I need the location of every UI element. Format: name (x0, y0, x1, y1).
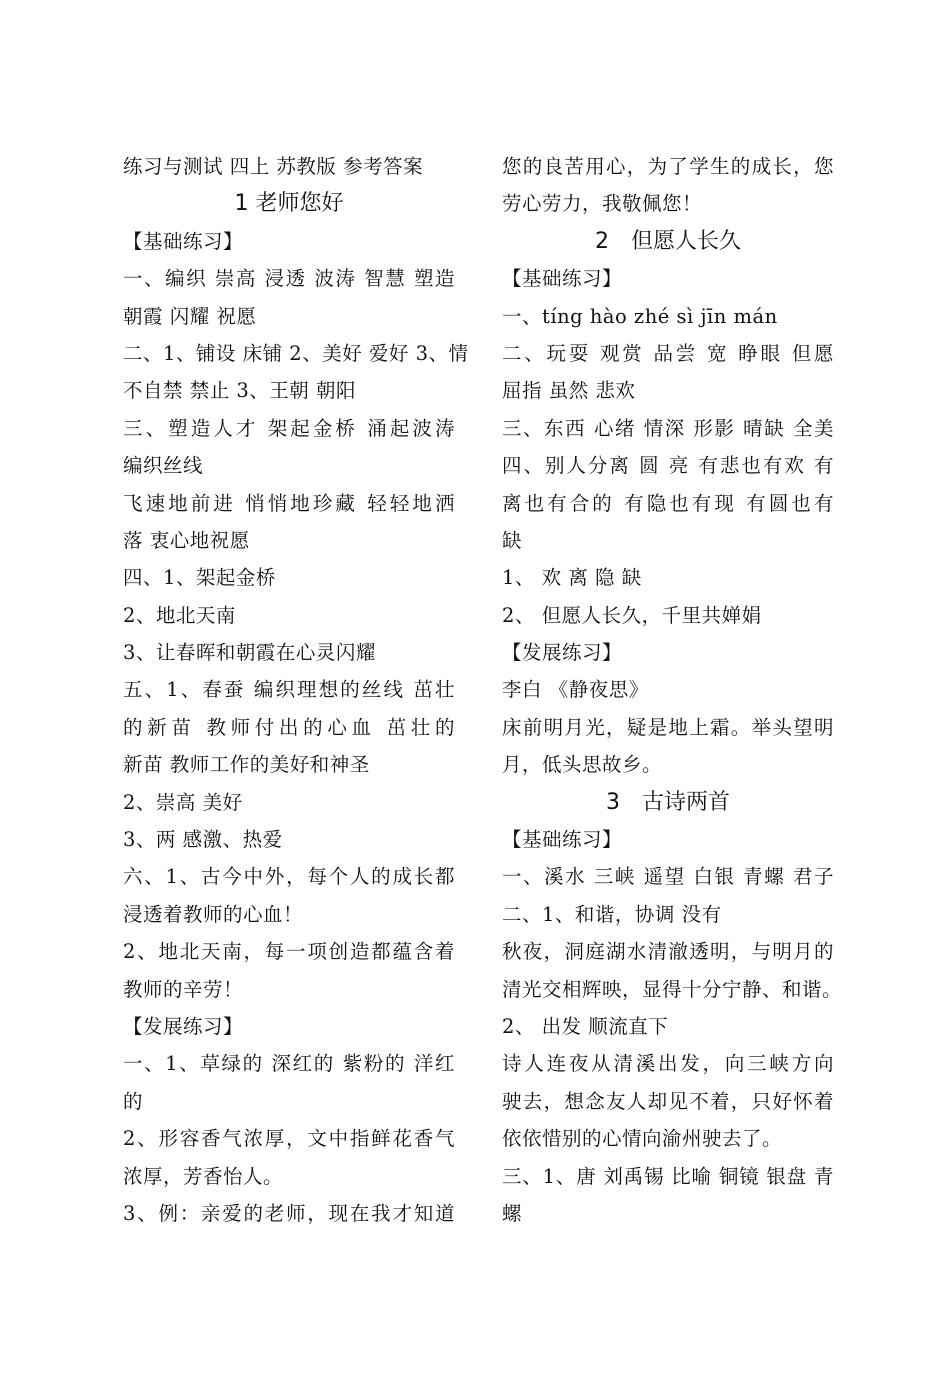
text-line: 【基础练习】 (502, 267, 623, 291)
section-heading: 1 老师您好 (234, 191, 344, 217)
section-heading: 3 古诗两首 (606, 789, 730, 815)
right-column (502, 148, 843, 1232)
text-line: 3、让春晖和朝霞在心灵闪耀 (123, 641, 376, 665)
text-line: 【基础练习】 (123, 229, 244, 253)
text-line: 一、编织 崇高 浸透 波涛 智慧 塑造 (123, 267, 455, 291)
text-line: 三、塑造人才 架起金桥 涌起波涛 (123, 416, 455, 440)
section-heading: 2 但愿人长久 (595, 228, 741, 254)
text-line: 2、地北天南，每一项创造都蕴含着 (123, 940, 455, 964)
text-line: 飞速地前进 悄悄地珍藏 轻轻地洒 (123, 491, 455, 515)
text-line: 2、形容香气浓厚，文中指鲜花香气 (123, 1127, 455, 1151)
text-line: 一、tíng hào zhé sì jīn mán (502, 304, 778, 328)
text-line: 二、1、铺设 床铺 2、美好 爱好 3、情 (123, 341, 469, 365)
text-line: 教师的辛劳！ (123, 977, 244, 1001)
text-line: 一、溪水 三峡 遥望 白银 青螺 君子 (502, 865, 834, 889)
text-line: 一、1、草绿的 深红的 紫粉的 洋红 (123, 1052, 455, 1076)
text-line: 二、1、和谐，协调 没有 (502, 902, 722, 926)
text-line: 三、东西 心绪 情深 形影 晴缺 全美 (502, 416, 834, 440)
text-line: 五、1、春蚕 编织理想的丝线 茁壮 (123, 678, 455, 702)
text-line: 2、地北天南 (123, 603, 236, 627)
text-line: 劳心劳力，我敬佩您！ (502, 192, 703, 216)
text-line: 【发展练习】 (123, 1014, 244, 1038)
text-line: 您的良苦用心，为了学生的成长，您 (502, 155, 834, 178)
text-line: 练习与测试 四上 苏教版 参考答案 (123, 155, 424, 178)
text-line: 朝霞 闪耀 祝愿 (123, 304, 257, 328)
text-line: 四、别人分离 圆 亮 有悲也有欢 有 (502, 454, 834, 478)
text-line: 诗人连夜从清溪出发，向三峡方向 (502, 1052, 834, 1076)
text-line: 浸透着教师的心血！ (123, 902, 304, 926)
text-line: 二、玩耍 观赏 品尝 宽 睁眼 但愿 (502, 341, 834, 365)
text-line: 秋夜，洞庭湖水清澈透明，与明月的 (502, 940, 834, 964)
text-line: 清光交相辉映，显得十分宁静、和谐。 (502, 977, 843, 1001)
text-line: 2、 出发 顺流直下 (502, 1014, 669, 1038)
text-line: 屈指 虽然 悲欢 (502, 379, 636, 403)
text-line: 3、例：亲爱的老师，现在我才知道 (123, 1201, 455, 1225)
text-line: 李白 《静夜思》 (502, 678, 649, 702)
text-line: 落 衷心地祝愿 (123, 528, 250, 552)
text-line: 四、1、架起金桥 (123, 566, 276, 590)
text-line: 【发展练习】 (502, 641, 623, 665)
text-line: 缺 (502, 528, 523, 552)
text-line: 的新苗 教师付出的心血 茁壮的 (123, 715, 455, 739)
text-line: 的 (123, 1089, 144, 1113)
text-line: 六、1、古今中外，每个人的成长都 (123, 865, 455, 889)
text-line: 不自禁 禁止 3、王朝 朝阳 (123, 379, 357, 403)
text-line: 三、1、唐 刘禹锡 比喻 铜镜 银盘 青 (502, 1164, 834, 1188)
text-line: 2、崇高 美好 (123, 790, 243, 814)
left-column (123, 148, 469, 1232)
text-line: 新苗 教师工作的美好和神圣 (123, 753, 370, 777)
text-line: 1、 欢 离 隐 缺 (502, 566, 642, 590)
text-line: 【基础练习】 (502, 828, 623, 852)
text-line: 螺 (502, 1201, 523, 1225)
text-line: 浓厚，芳香怡人。 (123, 1164, 284, 1188)
text-line: 驶去，想念友人却见不着，只好怀着 (502, 1089, 834, 1113)
text-line: 依依惜别的心情向渝州驶去了。 (502, 1127, 783, 1151)
text-line: 3、两 感激、热爱 (123, 828, 283, 852)
text-line: 2、 但愿人长久，千里共婵娟 (502, 603, 762, 627)
text-line: 床前明月光，疑是地上霜。举头望明 (502, 715, 834, 739)
text-line: 离也有合的 有隐也有现 有圆也有 (502, 491, 834, 515)
text-line: 月，低头思故乡。 (502, 753, 663, 777)
text-line: 编织丝线 (123, 454, 204, 478)
